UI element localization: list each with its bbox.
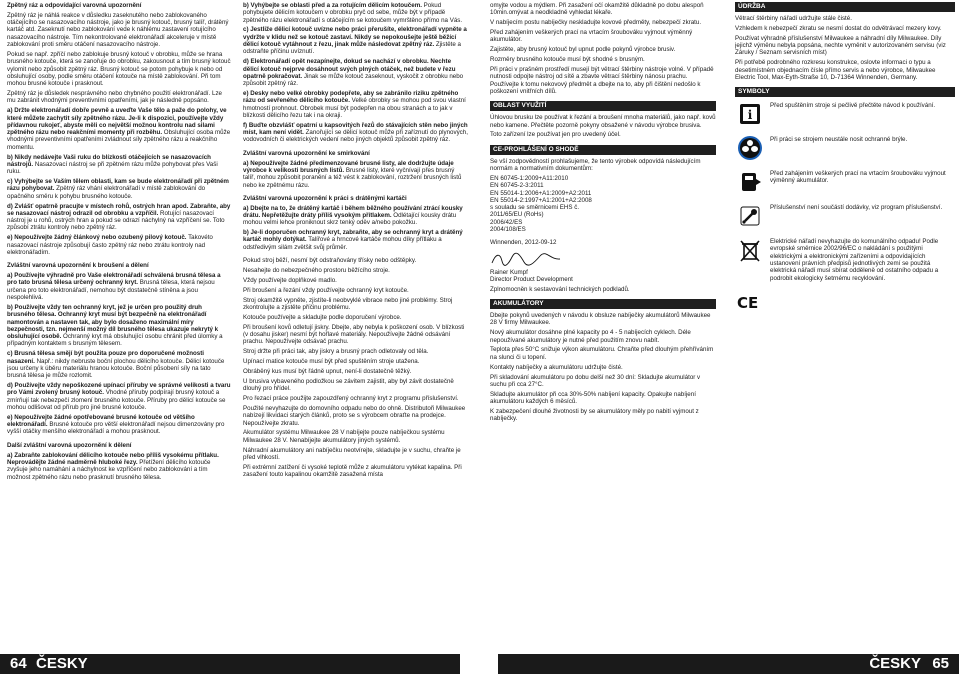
bold-lead: d) Elektronářadí opět nezapínejte, dokud se nachází v obrobku. Nechte dělicí kotouč nejprve dosáhnout svých plných otáček, než budete v řezu opatrně pokračovat.	[243, 58, 456, 80]
paragraph	[490, 329, 716, 344]
section-header	[735, 2, 955, 12]
paragraph	[243, 150, 468, 157]
body-text: Pokud stroj běží, nesmí být odstraňovány třísky nebo odštěpky.	[243, 257, 417, 265]
paragraph	[243, 122, 468, 144]
body-text: Brusná tělesa, která nejsou určena pro toto elektronářadí, nemohou být dostatečně stíněna a jsou nespolehlivá.	[7, 279, 215, 302]
paragraph	[7, 272, 231, 301]
body-text: Zanořující se dělicí kotouč může při zaříznutí do plynových, vodovodních či elektrických vedení nebo jiných objektů způsobit zpětný ráz.	[243, 129, 468, 144]
body-text: Pro řezací práce použijte zapouzdřený ochranný kryt z programu příslušenství.	[243, 395, 459, 403]
column-4	[735, 2, 955, 646]
paragraph	[243, 378, 468, 393]
body-text: Před zahájením veškerých prací na vrtacím šroubováku vyjmout výměnný akumulátor.	[490, 29, 693, 44]
body-text: Stroj okamžitě vypněte, zjistíte-li neobvyklé vibrace nebo jiné problémy. Stroj zkontrolujte a zjistěte příčinu problému.	[243, 296, 453, 311]
paragraph	[490, 239, 716, 246]
section-header-label: SYMBOLY	[738, 88, 770, 96]
body-text: Skladujte akumulátor při cca 30%-50% nabíjení kapacity. Opakujte nabíjení akumulátoru každých 6 měsíců.	[490, 390, 696, 405]
body-text: Úhlovou brusku lze používat k řezání a broušení mnoha materiálů, jako např. kovů nebo kamene. Přečtěte pozorně pokyny obsažené v návodu výrobce brusiva.	[490, 114, 716, 129]
paragraph	[243, 287, 468, 294]
bold-lead: Zvláštní varovná upozornění k broušení a dělení	[7, 262, 149, 270]
body-text: Dbejte pokynů uvedených v návodu k obsluze nabíječky akumulátorů Milwaukee 28 V firmy Milwaukee.	[490, 312, 711, 327]
section-header	[490, 145, 716, 155]
body-text: Při broušení kovů odletují jiskry. Dbejte, aby nebyla k poškození osob. V blízkosti (v dosahu jisker) nesmí být hořlavé materiály. Nepoužívejte žádné odsávání prachu. Nepoužívejte odsávač prachu.	[243, 323, 465, 346]
paragraph	[7, 51, 231, 87]
bold-lead: b) Vyhýbejte se oblasti před a za rotujícím dělicím kotoučem.	[243, 2, 422, 9]
bold-lead: c) Brusná tělesa smějí být použita pouze pro doporučené možnosti nasazení.	[7, 350, 204, 365]
body-text: Kontakty nabíječky a akumulátoru udržujte čisté.	[490, 363, 623, 371]
symbol-description: Před spuštěním stroje si pečlivě přečtěte návod k používání.	[770, 102, 936, 110]
body-text: EN 60745-1:2009+A11:2010 EN 60745-2-3:2011 EN 55014-1:2006+A1:2009+A2:2011 EN 55014-2:1997+A1:2001+A2:2008 s souladu se směrnicemi EHS č. 2011/65/EU (RoHs) 2006/42/ES 2004/108/ES	[490, 174, 592, 233]
symbol-description: Příslušenství není součástí dodávky, viz program příslušenství.	[770, 204, 943, 212]
paragraph	[490, 286, 716, 293]
body-text: K zabezpečení dlouhé životnosti by se akumulátory měly po nabití vyjmout z nabíječky.	[490, 407, 699, 423]
paragraph	[490, 131, 716, 138]
symbol-row	[735, 100, 955, 128]
svg-text:i: i	[747, 108, 753, 123]
section-header-label: AKUMULÁTORY	[493, 300, 544, 308]
svg-text:CE: CE	[737, 293, 759, 310]
paragraph	[243, 429, 468, 444]
paragraph	[490, 364, 716, 371]
body-text: Odlétající kousky drátu mohou velmi lehce proniknout skrz tenký oděv a/nebo pokožku.	[243, 211, 457, 227]
bold-lead: d) Používejte vždy nepoškozené upínací příruby ve správné velikosti a tvaru pro Vámi zvolený brusný kotouč.	[7, 382, 231, 397]
paragraph	[243, 229, 468, 251]
paragraph	[490, 346, 716, 361]
body-text: Akumulátor systému Milwaukee 28 V nabíjejte pouze nabíječkou systému Milwaukee 28 V. Nenabíjejte akumulátory jiných systémů.	[243, 429, 445, 444]
paragraph	[7, 304, 231, 348]
body-text: Obsluhující osoba může vhodnými preventivními opatřeními zvládnout síly zpětného rázu a reakčního momentu.	[7, 129, 231, 151]
bold-lead: e) Nepoužívejte žádné opotřebované brusné kotouče od většího elektronářadí.	[7, 413, 195, 429]
paragraph	[490, 114, 716, 129]
body-text: Při práci v prašném prostředí musejí být větrací štěrbiny nástroje volné. V případě nutnosti odpojte nástroj od sítě a zbavte větrací štěrbiny nánosu prachu. Používejte k tomu nekovový předmět a dbejte na to, aby při čištění nedošlo k poškození vnitřních dílů.	[490, 66, 714, 95]
paragraph	[490, 19, 716, 26]
paragraph	[243, 358, 468, 365]
paragraph	[490, 391, 716, 406]
body-text: Pokud se např. zpříčí nebo zablokuje brusný kotouč v obrobku, může se hrana brusného kotouče, která se zanořuje do obrobku, zakousnout a tím brusný kotouč vylomit nebo způsobit zpětný ráz. Brusný kotouč se potom pohybuje k nebo od obsluhující osoby, podle směru otáčení kotouče na místě zablokování. Při tom mohou brusné kotouče i prasknout.	[7, 50, 231, 88]
symbol-description: Před zahájením veškerých prací na vrtacím šroubováku vyjmout výměnný akumulátor.	[770, 170, 946, 185]
page-number-right: 65	[932, 655, 949, 672]
bold-lead: e) Nepoužívejte žádný článkový nebo ozubený pilový kotouč.	[7, 234, 187, 242]
paragraph	[243, 2, 468, 24]
body-text: Při broušení a řezání vždy používejte ochranný kryt kotouče.	[243, 286, 409, 294]
paragraph	[243, 257, 468, 264]
paragraph	[243, 26, 468, 55]
paragraph	[243, 314, 468, 321]
paragraph	[243, 395, 468, 402]
section-header-label: ÚDRŽBA	[738, 3, 766, 10]
body-text: Náhradní akumulátory ani nabíječku neotvírejte, skladujte je v suchu, chraňte je před vlhkostí.	[243, 446, 461, 461]
bold-lead: a) Držte elektronářadí dobře pevně a uveďte Vaše tělo a paže do polohy, ve které můžete zachytit síly zpětného rázu. Je-li k dispozici, používejte vždy přídavnou rukojeť, abyste měli co největší možnou kontrolu nad silami zpětného rázu nebo reakčními momenty při rozběhu.	[7, 107, 227, 137]
symbol-row	[735, 236, 955, 282]
body-text: Při potřebě podrobného rozkresu konstrukce, oslovte informaci o typu a desetimístném objednacím čísle přímo servis a nebo výrobce, Milwaukee Electric Tool, Max-Eyth-Straße 10, D-71364 Winnenden, Germany.	[735, 59, 936, 81]
battery-icon	[735, 168, 765, 196]
body-text: Jinak se může kotouč zaseknout, vyskočit z obrobku nebo způsobit zpětný ráz.	[243, 72, 464, 88]
symbol-row	[735, 202, 955, 230]
body-text: Se vší zodpovědností prohlašujeme, že tento výrobek odpovídá následujícím normám a normativním dokumentům:	[490, 157, 701, 173]
body-text: Obráběný kus musí být řádně upnut, není-li dostatečně těžký.	[243, 367, 412, 375]
paragraph	[7, 234, 231, 256]
paragraph	[243, 267, 468, 274]
bold-lead: Další zvláštní varovná upozornění k dělení	[7, 441, 132, 449]
body-text: Nesahejte do nebezpečného prostoru běžícího stroje.	[243, 266, 390, 274]
body-text: Větrací štěrbiny nářadí udržujte stále čisté.	[735, 15, 852, 22]
body-text: Zjistěte a odstraňte příčinu uvíznutí.	[243, 41, 461, 56]
paragraph	[7, 414, 231, 436]
body-text: Zpětný ráz je náhlá reakce v důsledku zaseknutého nebo zablokovaného otáčejícího se nasazovacího nástroje, jako je brusný kotouč, brusný talíř, drátěný kartáč atd. Zaseknutí nebo zablokování vede k náhlému zastavení rotujícího nasazovacího nástroje. Tím nekontrolované elektronářadí akceleruje v místě zablokování proti směru otáčení nasazovacího nástroje.	[7, 11, 229, 49]
symbol-description: Elektrické nářadí nevyhazujte do komunálního odpadu! Podle evropské směrnice 2002/96/EC o nakládání s použitými elektrickými a elektronickými zařízeními a odpovídajících ustanovení právních předpisů jednotlivých zemí se použitá elektrická nářadí musí sbírat odděleně od ostatního odpadu a podrobit ekologicky šetrnému recyklování.	[770, 238, 939, 282]
bold-lead: b) Je-li doporučen ochranný kryt, zabraňte, aby se ochranný kryt a drátěný kartáč mohly dotýkat.	[243, 229, 463, 244]
paragraph	[490, 29, 716, 44]
paragraph	[490, 56, 716, 63]
body-text: Takovéto nasazovací nástroje způsobují často zpětný ráz nebo ztrátu kontroly nad elektronářadím.	[7, 234, 213, 256]
body-text: Upínací matice kotouče musí být před spuštěním stroje utažena.	[243, 358, 420, 366]
body-text: Vhodné příruby podpírají brusný kotouč a zmírňují tak nebezpečí zlomení brusného kotouče. Příruby pro dělicí kotouče se mohou odlišovat od přírub pro jiné brusné kotouče.	[7, 389, 226, 411]
paragraph	[7, 90, 231, 105]
body-text: Při extrémní zatížení či vysoké teplotě může z akumulátoru vytékat kapalina. Při zasažení touto kapalinou okamžitě zasažená místa	[243, 463, 462, 479]
paragraph	[7, 203, 231, 232]
body-text: Zajistěte, aby brusný kotouč byl upnut podle pokynů výrobce brusiv.	[490, 46, 676, 54]
bold-lead: Zpětný ráz a odpovídající varovná upozornění	[7, 2, 142, 9]
body-text: Zpětný ráz je důsledek nesprávného nebo chybného použití elektronářadí. Lze mu zabránit vhodnými preventivními opatřeními, jak je následně popsáno.	[7, 90, 222, 105]
paragraph	[490, 2, 716, 17]
bold-lead: c) Jestliže dělicí kotouč uvízne nebo práci přerušíte, elektronářadí vypněte a vydržte v klidu než se kotouč zastaví. Nikdy se nepokoušejte ještě běžící dělicí kotouč vytáhnout z řezu, jinak může následovat zpětný ráz.	[243, 26, 467, 49]
body-text: Vzhledem k nebezpečí zkratu se nesmí dostat do odvětrávací mezery kovy.	[735, 24, 942, 32]
paragraph	[7, 382, 231, 411]
body-text: Pokud pohybujete dělicím kotoučem v obrobku pryč od sebe, může být v případě zpětného rázu elektronářadí s otáčejícím se kotoučem vymrštěno přímo na Vás.	[243, 2, 463, 24]
paragraph	[490, 46, 716, 53]
paragraph	[243, 90, 468, 119]
paragraph	[7, 107, 231, 151]
paragraph	[490, 408, 716, 423]
body-text: Brusné kotouče pro větší elektronářadí nejsou dimenzovány pro vyšší otáčky menšího elektronářadí a mohou prasknout.	[7, 421, 225, 436]
body-text: U brusiva vybaveného podložkou se závitem zajistit, aby byl závit dostatečně dlouhý pro hřídel.	[243, 377, 454, 393]
column-1	[7, 2, 231, 646]
symbol-row	[735, 168, 955, 196]
page-number-left: 64	[10, 655, 27, 672]
body-text: Stroj držte při práci tak, aby jiskry a brusný prach odletovaly od těla.	[243, 348, 429, 356]
paragraph	[243, 368, 468, 375]
language-label-left: ČESKY	[36, 655, 88, 672]
symbol-description: Při práci se strojem neustále nosit ochranné brýle.	[770, 136, 908, 144]
body-text: omyjte vodou a mýdlem. Při zasažení očí okamžitě důkladně po dobu alespoň 10min.omývat a neodkladně vyhledat lékaře.	[490, 2, 704, 17]
bold-lead: f) Buďte obzvlášť opatrní u kapsovitých řezů do stávajících stěn nebo jiných míst, kam není vidět.	[243, 121, 468, 137]
body-text: Brusné listy, které vyčnívají přes brusný talíř, mohou způsobit poranění a též vést k zablokování, roztržení brusných listů nebo ke zpětnému rázu.	[243, 166, 462, 189]
signature-image	[490, 251, 570, 267]
paragraph	[243, 297, 468, 312]
body-text: Nasazovací nástroj se při zpětném rázu může pohybovat přes Vaši ruku.	[7, 160, 218, 176]
bold-lead: a) Dbejte na to, že drátěný kartáč i během běžného používání ztrácí kousky drátu. Nepřetěžujte dráty příliš vysokým přítlakem.	[243, 204, 463, 219]
body-text: Teplota přes 50°C snižuje výkon akumulátoru. Chraňte před dlouhým přehříváním na slunci či u topení.	[490, 346, 714, 361]
body-text: V nabíjecím postu nabíječky neskladujte kovové předměty, nebezpečí zkratu.	[490, 19, 702, 27]
paragraph	[490, 374, 716, 389]
signatory-name: Rainer Kumpf Director Product Development	[490, 268, 573, 283]
paragraph	[735, 35, 955, 57]
paragraph	[7, 12, 231, 48]
bold-lead: b) Nikdy nedávejte Vaši ruku do blízkosti otáčejících se nasazovacích nástrojů.	[7, 153, 211, 168]
paragraph	[735, 59, 955, 81]
section-header-label: OBLAST VYUŽITÍ	[493, 102, 547, 110]
symbol-description	[770, 288, 955, 290]
bin-icon	[735, 236, 765, 264]
body-text: Zplnomocněn k sestavování technických podkladů.	[490, 285, 630, 293]
paragraph	[7, 2, 231, 9]
body-text: Ochranný kryt má obsluhující osobu chránit před úlomky a případným kontaktem s brusným tělesem.	[7, 333, 223, 348]
language-label-right: ČESKY	[869, 655, 921, 672]
bold-lead: Zvláštní varovná upozornění k práci s drátěnými kartáči	[243, 194, 407, 202]
paragraph	[243, 464, 468, 479]
column-2	[243, 2, 468, 646]
bold-lead: Zvláštní varovná upozornění ke smirkování	[243, 149, 370, 157]
body-text: Winnenden, 2012-09-12	[490, 239, 557, 247]
paragraph	[7, 262, 231, 269]
bold-lead: e) Desky nebo velké obrobky podepřete, aby se zabránilo riziku zpětného rázu od sevřeného dělicího kotouče.	[243, 90, 459, 105]
symbol-row	[735, 134, 955, 162]
goggles-icon	[735, 134, 765, 162]
body-text: Např.: nikdy nebruste boční plochou dělicího kotouče. Dělicí kotouče jsou určeny k úběru materiálu hranou kotouče. Boční působení síly na tato brusná tělesa je může rozlomit.	[7, 357, 225, 380]
paragraph	[243, 160, 468, 189]
paragraph	[490, 175, 716, 233]
body-text: Nový akumulátor dosáhne plné kapacity po 4 - 5 nabíjecích cyklech. Déle nepoužívané akumulátory je nutné před použitím znovu nabít.	[490, 329, 691, 344]
paragraph	[243, 58, 468, 87]
body-text: Používat výhradně příslušenství Milwaukee a náhradní díly Milwaukee. Díly jejichž výměnu nebyla popsána, nechte vyměnit v autorizovaném servisu (viz Záruky / Seznam servisních míst)	[735, 34, 946, 57]
section-header	[490, 299, 716, 309]
column-3	[490, 2, 716, 646]
body-text: Vždy používejte doplňkové madlo.	[243, 276, 337, 284]
section-header	[735, 87, 955, 97]
paragraph	[243, 277, 468, 284]
body-text: Při skladování akumulátoru po dobu delší než 30 dní: Skladujte akumulátor v suchu při cca 27°C.	[490, 373, 701, 388]
body-text: Zpětný ráz vhání elektronářadí v místě zablokování do opačného směru k pohybu brusného kotouče.	[7, 185, 206, 200]
paragraph	[243, 324, 468, 346]
paragraph	[7, 442, 231, 449]
paragraph	[7, 350, 231, 379]
paragraph	[490, 312, 716, 327]
paragraph	[490, 158, 716, 173]
body-text: Rozměry brusného kotouče musí být shodné s brusným.	[490, 56, 645, 64]
ce-icon	[735, 288, 765, 316]
paragraph	[243, 405, 468, 427]
paragraph	[735, 25, 955, 32]
wrench-icon	[735, 202, 765, 230]
bold-lead: a) Zabraňte zablokování dělicího kotouče nebo příliš vysokému přítlaku. Neprovádějte žádné nadměrně hluboké řezy.	[7, 451, 219, 466]
body-text: Toto zařízení lze používat jen pro uvedený účel.	[490, 131, 621, 139]
paragraph	[243, 447, 468, 462]
body-text: Rotující nasazovací nástroj je u rohů, ostrých hran a pokud se odrazí náchylný na vzpříčení se. Toto způsobí ztrátu kontroly nebo zpětný ráz.	[7, 209, 225, 232]
paragraph	[7, 452, 231, 481]
paragraph	[243, 348, 468, 355]
bold-lead: a) Používejte výhradně pro Vaše elektronářadí schválená brusná tělesa a pro tato brusná tělesa určený ochranný kryt.	[7, 272, 221, 287]
symbol-row	[735, 288, 955, 316]
body-text: Přetížení dělicího kotouče zvyšuje jeho namáhání a náchylnost ke vzpříčení nebo zablokování a tím možnost zpětného rázu nebo prasknutí brusného tělesa.	[7, 458, 211, 481]
body-text: Velké obrobky se mohou pod svou vlastní hmotností prohnout. Obrobek musí být podepřen na obou stranách a to jak v blízkosti dělicího řezu tak i na okraji.	[243, 97, 466, 119]
paragraph	[7, 154, 231, 176]
bold-lead: a) Nepoužívejte žádné předimenzované brusné listy, ale dodržujte údaje výrobce k velikosti brusných listů.	[243, 159, 454, 174]
book-icon	[735, 100, 765, 128]
body-text: Kotouče používejte a skladujte podle doporučení výrobce.	[243, 313, 402, 321]
section-header-label: CE-PROHLÁŠENÍ O SHODĚ	[493, 145, 579, 153]
paragraph	[735, 15, 955, 22]
paragraph	[243, 195, 468, 202]
paragraph	[243, 205, 468, 227]
paragraph	[7, 178, 231, 200]
body-text: Použité nevyhazujte do domovního odpadu nebo do ohně. Distributoři Milwaukee nabízejí likvidaci starých článků, proto se s výrobcem obraťte na prodejce. Nepoužívejte zkratu.	[243, 404, 466, 427]
body-text: Talířové a hrncové kartáče mohou díky přítlaku a odstředivým silám zvětšit svůj průměr.	[243, 236, 442, 251]
section-header	[490, 101, 716, 111]
paragraph	[490, 66, 716, 95]
bold-lead: c) Vyhýbejte se Vaším tělem oblasti, kam se bude elektronářadí při zpětném rázu pohybovat.	[7, 178, 229, 193]
bold-lead: d) Zvlášť opatrně pracujte v místech rohů, ostrých hran apod. Zabraňte, aby se nasazovací nástroj odrazil od obrobku a vzpříčil.	[7, 202, 231, 217]
bold-lead: b) Používejte vždy ten ochranný kryt, jež je určen pro použitý druh brusného tělesa. Ochranný kryt musí být bezpečně na elektronářadí namontován a nastaven tak, aby bylo dosaženo maximální míry bezpečnosti, tzn. nejmenší možný díl brusného tělesa ukazuje nekrytý k obsluhující osobě.	[7, 303, 219, 341]
